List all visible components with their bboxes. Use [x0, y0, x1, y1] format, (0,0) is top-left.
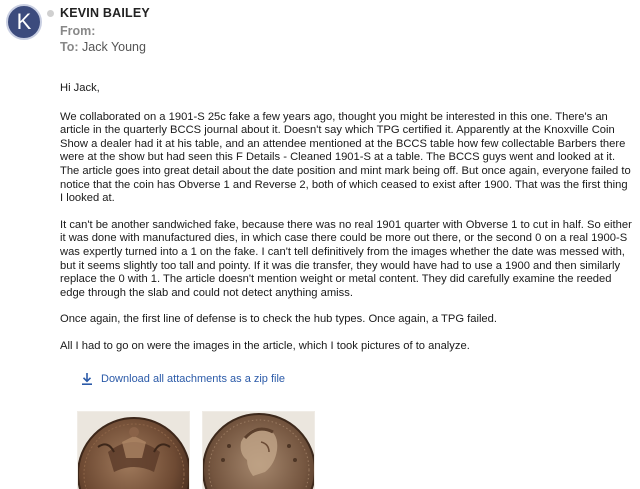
coin-reverse-image — [78, 412, 189, 489]
message-body — [60, 82, 632, 367]
email-header — [0, 0, 640, 70]
download-all-attachments-link[interactable] — [80, 372, 285, 386]
message-paragraph: It can't be another sandwiched fake, because there was no real 1901 quarter with Obverse 1 to cut in half. So either it was done with manufactured dies, in which case there could be more out there, or the second 0 on a real 1900-S was expertly turned into a 1 on the fake. I can't tell definitively from the images whether the date was messed with, but it seems slightly too tall and pointy. If it was die transfer, they would have had to use a 1900 and then similarly replace the 0 with 1. The article doesn't mention weight or metal content. They did carefully examine the reeded edge through the slab and could not detect anything amiss. — [60, 218, 632, 299]
from-label: From: — [60, 24, 96, 38]
from-row — [60, 24, 95, 38]
recipient-name[interactable]: Jack Young — [82, 40, 146, 54]
coin-obverse-image — [203, 412, 314, 489]
attachment-thumbnail-obverse[interactable] — [203, 412, 314, 489]
sender-name[interactable]: KEVIN BAILEY — [60, 6, 150, 20]
avatar-letter: K — [16, 9, 32, 34]
message-paragraph: Once again, the first line of defense is to check the hub types. Once again, a TPG failed. — [60, 313, 497, 326]
greeting: Hi Jack, — [60, 82, 100, 94]
attachment-thumbnail-reverse[interactable] — [78, 412, 189, 489]
message-paragraph: We collaborated on a 1901-S 25c fake a few years ago, thought you might be interested in this one. There's an article in the quarterly BCCS journal about it. Doesn't say which TPG certified it. Apparently at the Knoxville Coin Show a dealer had it at his table, and an attendee mentioned at the BCCS table how few collectable Barbers there were at the show but had seen this F Details - Cleaned 1901-S at a table. The BCCS guys went and looked at it. The article goes into great detail about the date position and mint mark being off. But once again, everyone failed to notice that the coin has Obverse 1 and Reverse 2, both of which ceased to exist after 1900. That was the first thing I looked at. — [60, 110, 631, 205]
download-all-label: Download all attachments as a zip file — [101, 373, 286, 385]
to-label: To: — [60, 40, 79, 54]
to-row — [60, 40, 146, 54]
sender-avatar[interactable] — [6, 4, 42, 40]
download-icon — [80, 372, 94, 386]
presence-status-dot — [47, 10, 54, 17]
message-paragraph: All I had to go on were the images in the article, which I took pictures of to analyze. — [60, 339, 470, 352]
